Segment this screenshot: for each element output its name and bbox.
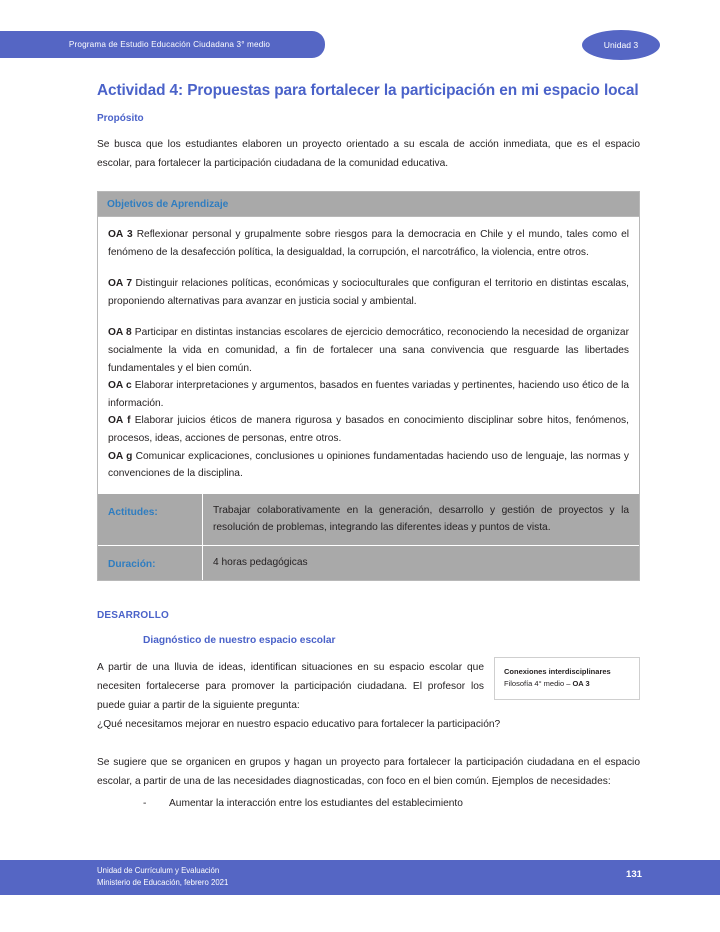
list-item xyxy=(97,794,640,813)
page-number: 131 xyxy=(625,869,642,880)
oa-item xyxy=(108,448,629,483)
duration-value-cell xyxy=(203,546,639,580)
program-pill-label: Programa de Estudio Educación Ciudadana 3° medio xyxy=(68,40,271,49)
learning-objectives-header-label: Objetivos de Aprendizaje xyxy=(107,198,229,210)
learning-objectives-header xyxy=(98,192,639,216)
development-heading: DESARROLLO xyxy=(97,609,169,621)
attitudes-value: Trabajar colaborativamente en la generación, desarrollo y gestión de proyectos y la resolución de problemas, integrando las diferentes ideas y puntos de vista. xyxy=(213,504,629,534)
oa-text: Comunicar explicaciones, conclusiones u opiniones fundamentadas haciendo uso de lenguaje, las normas y convenciones de la disciplina. xyxy=(108,450,629,480)
footer-attribution xyxy=(97,865,228,889)
page-header xyxy=(0,0,720,72)
oa-text: Elaborar juicios éticos de manera rigurosa y basados en conocimiento disciplinar sobre hitos, fenómenos, procesos, ideas, acciones de personas, entre otros. xyxy=(108,415,629,444)
oa-item xyxy=(108,412,629,447)
footer-line-1: Unidad de Currículum y Evaluación xyxy=(97,866,220,875)
connections-subject xyxy=(504,678,630,690)
connections-title: Conexiones interdisciplinares xyxy=(504,666,611,676)
attitudes-label: Actitudes: xyxy=(108,506,158,518)
development-subheading: Diagnóstico de nuestro espacio escolar xyxy=(143,634,336,646)
oa-item xyxy=(108,377,629,412)
attitudes-label-cell xyxy=(98,494,203,545)
bullet-marker: - xyxy=(143,797,147,809)
duration-label-cell xyxy=(98,546,203,580)
table-row xyxy=(98,545,639,580)
oa-code: OA g xyxy=(108,450,133,462)
unit-badge xyxy=(582,30,660,60)
learning-objectives-body xyxy=(98,216,639,493)
purpose-label: Propósito xyxy=(97,113,144,124)
purpose-text: Se busca que los estudiantes elaboren un proyecto orientado a su escala de acción inmediata, que es el espacio escolar, para fortalecer la participación ciudadana de la comunidad educativa. xyxy=(97,139,640,169)
oa-item xyxy=(108,275,629,310)
connections-oa-code: OA 3 xyxy=(572,678,590,688)
development-question: ¿Qué necesitamos mejorar en nuestro espacio educativo para fortalecer la participación? xyxy=(97,718,501,730)
oa-text: Elaborar interpretaciones y argumentos, basados en fuentes variadas y pertinentes, haciendo uso ético de la información. xyxy=(108,380,629,409)
table-row xyxy=(98,493,639,545)
interdisciplinary-connections-box xyxy=(494,657,640,700)
duration-value: 4 horas pedagógicas xyxy=(213,556,308,568)
oa-code: OA 8 xyxy=(108,327,132,339)
oa-code: OA c xyxy=(108,380,132,392)
oa-item xyxy=(108,324,629,377)
oa-code: OA 7 xyxy=(108,278,133,290)
oa-item xyxy=(108,226,629,261)
page-title: Actividad 4: Propuestas para fortalecer la participación en mi espacio local xyxy=(97,82,639,99)
development-paragraph-1: A partir de una lluvia de ideas, identifican situaciones en su espacio escolar que necesiten fortalecerse para promover la participación ciudadana. El profesor los puede guiar a partir de la siguiente pregunta: xyxy=(97,661,484,711)
oa-text: Reflexionar personal y grupalmente sobre riesgos para la democracia en Chile y el mundo, tales como el fenómeno de la desafección política, la desigualdad, la corrupción, el narcotráfico, la violencia, entre otros. xyxy=(108,229,629,258)
page-content xyxy=(97,80,640,813)
oa-code: OA 3 xyxy=(108,229,133,240)
program-pill xyxy=(0,31,325,58)
page-footer xyxy=(0,860,720,895)
oa-text: Distinguir relaciones políticas, económicas y socioculturales que configuran el territorio en distintas escalas, proponiendo alternativas para avanzar en justicia social y ambiental. xyxy=(108,278,629,307)
oa-code: OA f xyxy=(108,415,131,427)
oa-text: Participar en distintas instancias escolares de ejercicio democrático, reconociendo la necesidad de organizar socialmente la vida en comunidad, a fin de fortalecer una sana convivencia que resguarde las libertades fundamentales y el bien común. xyxy=(108,327,629,374)
learning-objectives-table xyxy=(97,191,640,581)
attitudes-value-cell xyxy=(203,494,639,545)
connections-subject-text: Filosofía 4° medio – xyxy=(504,678,573,688)
development-flow-block xyxy=(97,658,640,734)
duration-label: Duración: xyxy=(108,558,156,570)
development-paragraph-2: Se sugiere que se organicen en grupos y hagan un proyecto para fortalecer la participación ciudadana en el espacio escolar, a partir de una de las necesidades diagnosticadas, con foco en el bien común. Ejemplos de necesidades: xyxy=(97,756,640,787)
footer-line-2: Ministerio de Educación, febrero 2021 xyxy=(97,878,229,887)
unit-badge-label: Unidad 3 xyxy=(603,40,639,50)
bullet-text: Aumentar la interacción entre los estudiantes del establecimiento xyxy=(169,797,463,809)
